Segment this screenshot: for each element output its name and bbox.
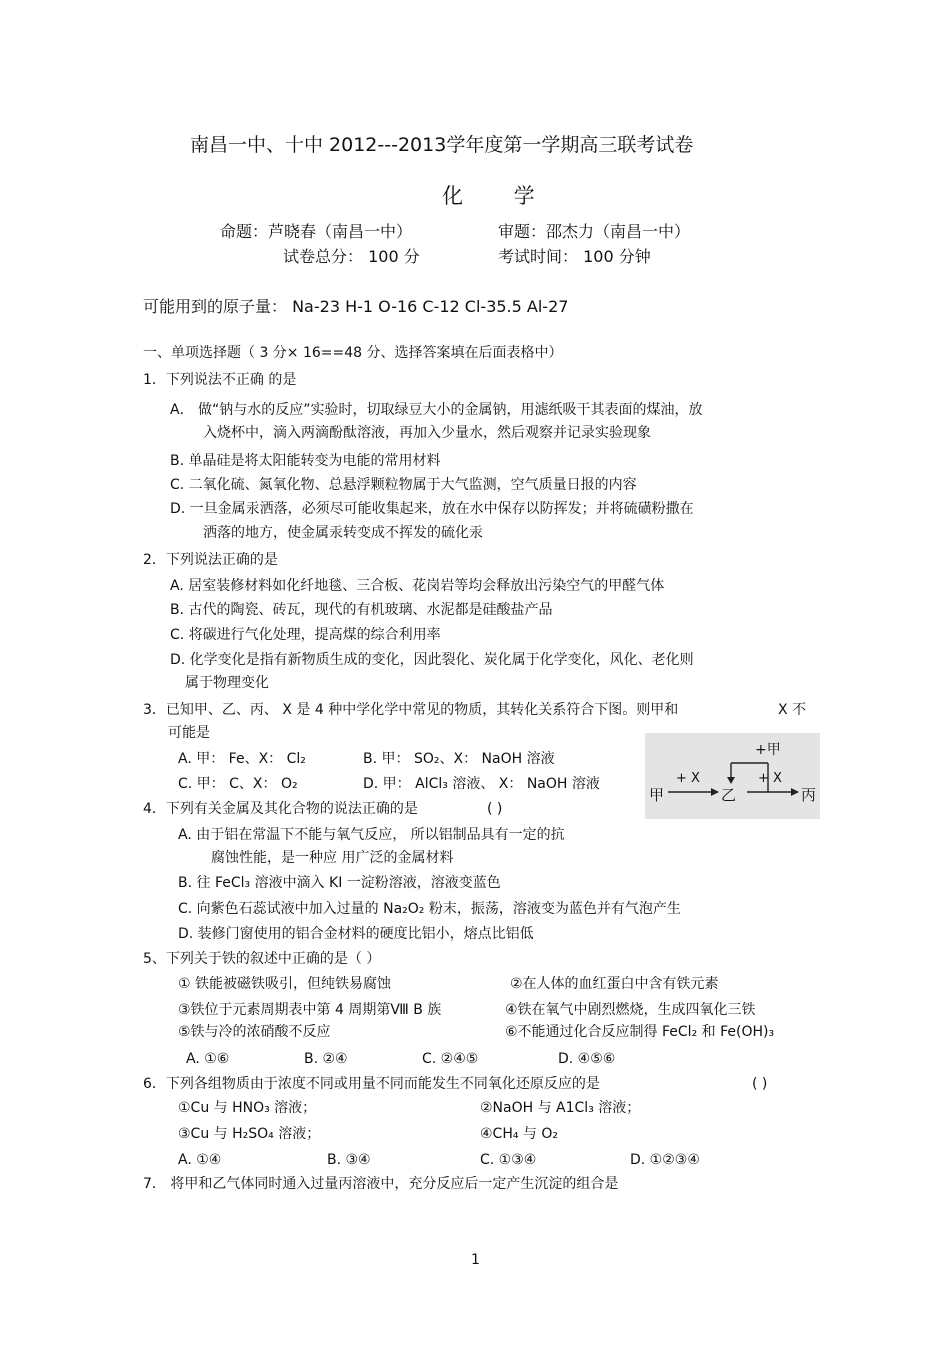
- q1-option-d-line1: D. 一旦金属汞洒落，必须尽可能收集起来，放在水中保存以防挥发；并将硫磺粉撒在: [170, 501, 694, 517]
- total-score: 试卷总分： 100 分: [283, 247, 420, 266]
- q1-option-a-line2: 入烧杯中，滴入两滴酚酞溶液，再加入少量水，然后观察并记录实验现象: [203, 425, 651, 441]
- q4-option-d: D. 装修门窗使用的铝合金材料的硬度比铝小，熔点比铝低: [178, 926, 534, 942]
- q5-statement-6: ⑥不能通过化合反应制得 FeCl₂ 和 Fe(OH)₃: [505, 1024, 775, 1040]
- q5-option-c: C. ②④⑤: [422, 1051, 479, 1067]
- exam-title: 南昌一中、十中 2012---2013学年度第一学期高三联考试卷: [190, 134, 694, 156]
- exam-time: 考试时间： 100 分钟: [498, 247, 651, 266]
- q3-option-a: A. 甲： Fe、X： Cl₂: [178, 751, 306, 767]
- q3-stem-line2: 可能是: [168, 725, 210, 741]
- q4-option-b: B. 往 FeCl₃ 溶液中滴入 KI 一淀粉溶液，溶液变蓝色: [178, 875, 501, 891]
- q1-option-b: B. 单晶硅是将太阳能转变为电能的常用材料: [170, 453, 441, 469]
- q6-statement-1: ①Cu 与 HNO₃ 溶液；: [178, 1100, 317, 1116]
- q2-option-b: B. 古代的陶瓷、砖瓦，现代的有机玻璃、水泥都是硅酸盐产品: [170, 602, 553, 618]
- q6-option-c: C. ①③④: [480, 1152, 537, 1168]
- q6-statement-2: ②NaOH 与 A1Cl₃ 溶液；: [480, 1100, 641, 1116]
- q1-stem: 1．下列说法不正确 的是: [143, 372, 297, 388]
- q6-statement-3: ③Cu 与 H₂SO₄ 溶液；: [178, 1126, 321, 1142]
- q6-option-d: D. ①②③④: [630, 1152, 700, 1168]
- q1-option-c: C. 二氧化硫、氮氧化物、总悬浮颗粒物属于大气监测，空气质量日报的内容: [170, 477, 637, 493]
- q3-stem-line1: 3．已知甲、乙、丙、 X 是 4 种中学化学中常见的物质，其转化关系符合下图。则甲和: [143, 702, 679, 718]
- reviewer-info: 审题：邵杰力（南昌一中）: [498, 222, 691, 241]
- q3-conversion-diagram: [645, 733, 820, 819]
- subject-title: 化 学: [442, 184, 557, 208]
- q5-option-d: D. ④⑤⑥: [558, 1051, 616, 1067]
- q1-option-a-line1: A． 做“钠与水的反应”实验时，切取绿豆大小的金属钠，用滤纸吸干其表面的煤油，放: [170, 402, 703, 418]
- q4-option-a-line2: 腐蚀性能，是一种应 用广泛的金属材料: [211, 850, 454, 866]
- fig-plus-x-1: + X: [676, 771, 700, 786]
- fig-plus-x-2: + X: [758, 771, 782, 786]
- q1-option-d-line2: 洒落的地方，使金属汞转变成不挥发的硫化汞: [203, 525, 483, 541]
- q5-option-a: A. ①⑥: [186, 1051, 230, 1067]
- atomic-masses: 可能用到的原子量： Na-23 H-1 O-16 C-12 Cl-35.5 Al-27: [143, 297, 569, 316]
- q2-stem: 2．下列说法正确的是: [143, 552, 278, 568]
- q2-option-a: A. 居室装修材料如化纤地毯、三合板、花岗岩等均会释放出污染空气的甲醛气体: [170, 578, 665, 594]
- q2-option-c: C. 将碳进行气化处理，提高煤的综合利用率: [170, 627, 441, 643]
- fig-node-jia: 甲: [649, 786, 665, 804]
- q2-option-d-line1: D. 化学变化是指有新物质生成的变化，因此裂化、炭化属于化学变化，风化、老化则: [170, 652, 694, 668]
- q5-statement-5: ⑤铁与冷的浓硝酸不反应: [178, 1024, 331, 1040]
- q3-option-b: B. 甲： SO₂、X： NaOH 溶液: [363, 751, 555, 767]
- q5-statement-3: ③铁位于元素周期表中第 4 周期第Ⅷ B 族: [178, 1002, 442, 1018]
- q5-option-b: B. ②④: [304, 1051, 348, 1067]
- q3-option-d: D. 甲： AlCl₃ 溶液、 X： NaOH 溶液: [363, 776, 600, 792]
- setter-info: 命题：芦晓春（南昌一中）: [220, 222, 413, 241]
- q4-option-a-line1: A. 由于铝在常温下不能与氧气反应， 所以铝制品具有一定的抗: [178, 827, 565, 843]
- q4-answer-paren: ( ): [487, 801, 503, 817]
- q5-statement-1: ① 铁能被磁铁吸引，但纯铁易腐蚀: [178, 976, 392, 992]
- q3-stem-x: X 不: [778, 702, 807, 718]
- fig-node-yi: 乙: [721, 786, 737, 804]
- q6-answer-paren: ( ): [752, 1076, 768, 1092]
- conversion-arrows: [645, 733, 820, 819]
- q3-option-c: C. 甲： C、X： O₂: [178, 776, 298, 792]
- q5-statement-4: ④铁在氧气中剧烈燃烧，生成四氧化三铁: [505, 1002, 756, 1018]
- q6-statement-4: ④CH₄ 与 O₂: [480, 1126, 558, 1142]
- fig-node-bing: 丙: [801, 786, 817, 804]
- q6-option-a: A. ①④: [178, 1152, 222, 1168]
- q6-stem: 6．下列各组物质由于浓度不同或用量不同而能发生不同氧化还原反应的是: [143, 1076, 600, 1092]
- q5-statement-2: ②在人体的血红蛋白中含有铁元素: [510, 976, 719, 992]
- q6-option-b: B. ③④: [327, 1152, 371, 1168]
- q5-stem: 5、下列关于铁的叙述中正确的是（ ）: [143, 951, 381, 967]
- fig-top-label: +甲: [755, 742, 781, 758]
- section-heading: 一、单项选择题（ 3 分× 16==48 分、选择答案填在后面表格中）: [143, 345, 563, 361]
- q4-stem: 4．下列有关金属及其化合物的说法正确的是: [143, 801, 418, 817]
- q4-option-c: C. 向紫色石蕊试液中加入过量的 Na₂O₂ 粉末，振荡，溶液变为蓝色并有气泡产生: [178, 901, 681, 917]
- q7-stem: 7． 将甲和乙气体同时通入过量丙溶液中，充分反应后一定产生沉淀的组合是: [143, 1176, 619, 1192]
- page-number: 1: [471, 1252, 480, 1268]
- q2-option-d-line2: 属于物理变化: [185, 675, 269, 691]
